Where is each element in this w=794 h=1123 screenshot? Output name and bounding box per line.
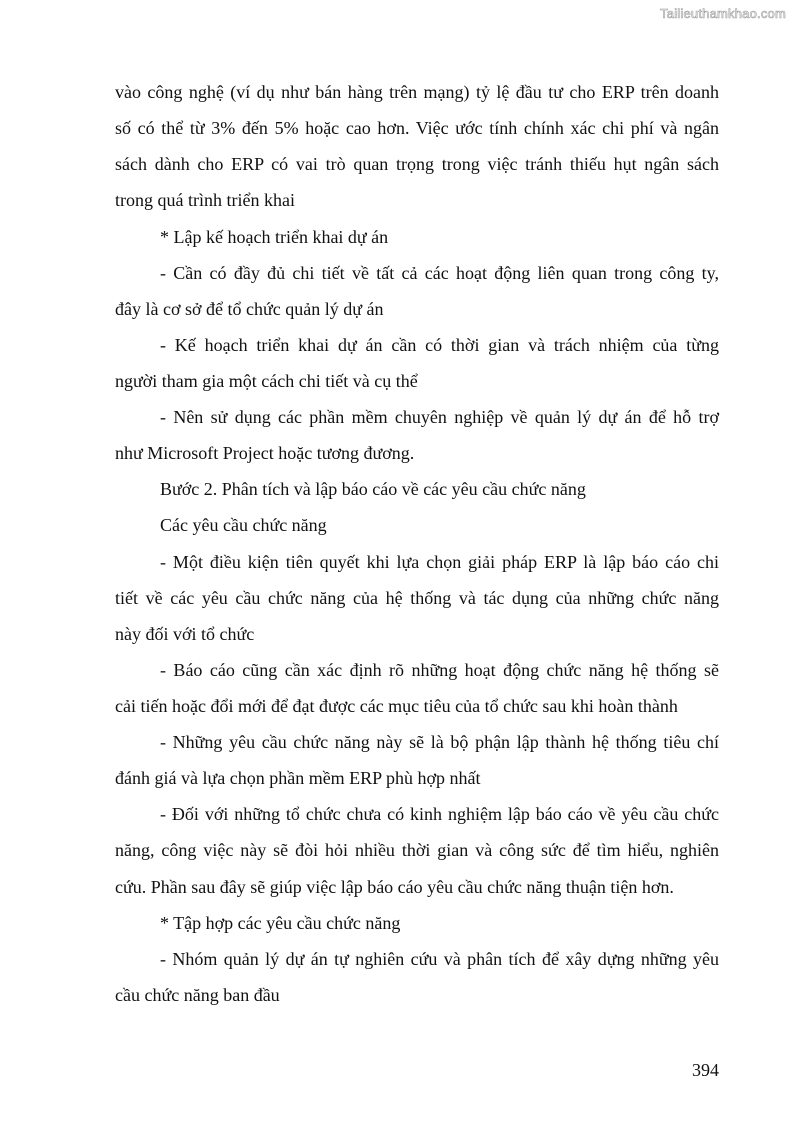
text-line: - Một điều kiện tiên quyết khi lựa chọn giải pháp ERP là lập báo cáo chi bbox=[160, 552, 719, 572]
text-line: * Lập kế hoạch triển khai dự án bbox=[160, 227, 389, 247]
text-line: - Kế hoạch triển khai dự án cần có thời gian và trách nhiệm của từng bbox=[160, 335, 719, 355]
text-line: cứu. Phần sau đây sẽ giúp việc lập báo cáo yêu cầu chức năng thuận tiện hơn. bbox=[115, 877, 674, 897]
text-line: tiết về các yêu cầu chức năng của hệ thống và tác dụng của những chức năng bbox=[115, 588, 719, 608]
text-line: - Cần có đầy đủ chi tiết về tất cả các hoạt động liên quan trong công ty, bbox=[160, 263, 719, 283]
text-line: cầu chức năng ban đầu bbox=[115, 985, 280, 1005]
text-line: số có thể từ 3% đến 5% hoặc cao hơn. Việc ước tính chính xác chi phí và ngân bbox=[115, 118, 719, 138]
text-line: cải tiến hoặc đổi mới để đạt được các mục tiêu của tổ chức sau khi hoàn thành bbox=[115, 696, 678, 716]
text-line: trong quá trình triển khai bbox=[115, 190, 295, 210]
text-line: Các yêu cầu chức năng bbox=[160, 515, 327, 535]
text-line: sách dành cho ERP có vai trò quan trọng trong việc tránh thiếu hụt ngân sách bbox=[115, 154, 719, 174]
page-number: 394 bbox=[692, 1060, 719, 1080]
text-line: vào công nghệ (ví dụ như bán hàng trên mạng) tỷ lệ đầu tư cho ERP trên doanh bbox=[115, 82, 719, 102]
text-line: như Microsoft Project hoặc tương đương. bbox=[115, 443, 415, 463]
text-line: - Những yêu cầu chức năng này sẽ là bộ phận lập thành hệ thống tiêu chí bbox=[160, 732, 719, 752]
text-line: đây là cơ sở để tổ chức quản lý dự án bbox=[115, 299, 384, 319]
text-line: người tham gia một cách chi tiết và cụ thể bbox=[115, 371, 418, 391]
text-line: năng, công việc này sẽ đòi hỏi nhiều thời gian và công sức để tìm hiểu, nghiên bbox=[115, 840, 719, 860]
text-line: Bước 2. Phân tích và lập báo cáo về các yêu cầu chức năng bbox=[160, 479, 586, 499]
text-line: * Tập hợp các yêu cầu chức năng bbox=[160, 913, 401, 933]
text-line: - Đối với những tổ chức chưa có kinh nghiệm lập báo cáo về yêu cầu chức bbox=[160, 804, 719, 824]
watermark-text: Tailieuthamkhao.com bbox=[660, 6, 786, 21]
text-line: này đối với tổ chức bbox=[115, 624, 255, 644]
text-line: - Báo cáo cũng cần xác định rõ những hoạt động chức năng hệ thống sẽ bbox=[160, 660, 719, 680]
text-line: - Nên sử dụng các phần mềm chuyên nghiệp về quản lý dự án để hỗ trợ bbox=[160, 407, 719, 427]
text-line: - Nhóm quản lý dự án tự nghiên cứu và phân tích để xây dựng những yêu bbox=[160, 949, 719, 969]
text-line: đánh giá và lựa chọn phần mềm ERP phù hợp nhất bbox=[115, 768, 481, 788]
